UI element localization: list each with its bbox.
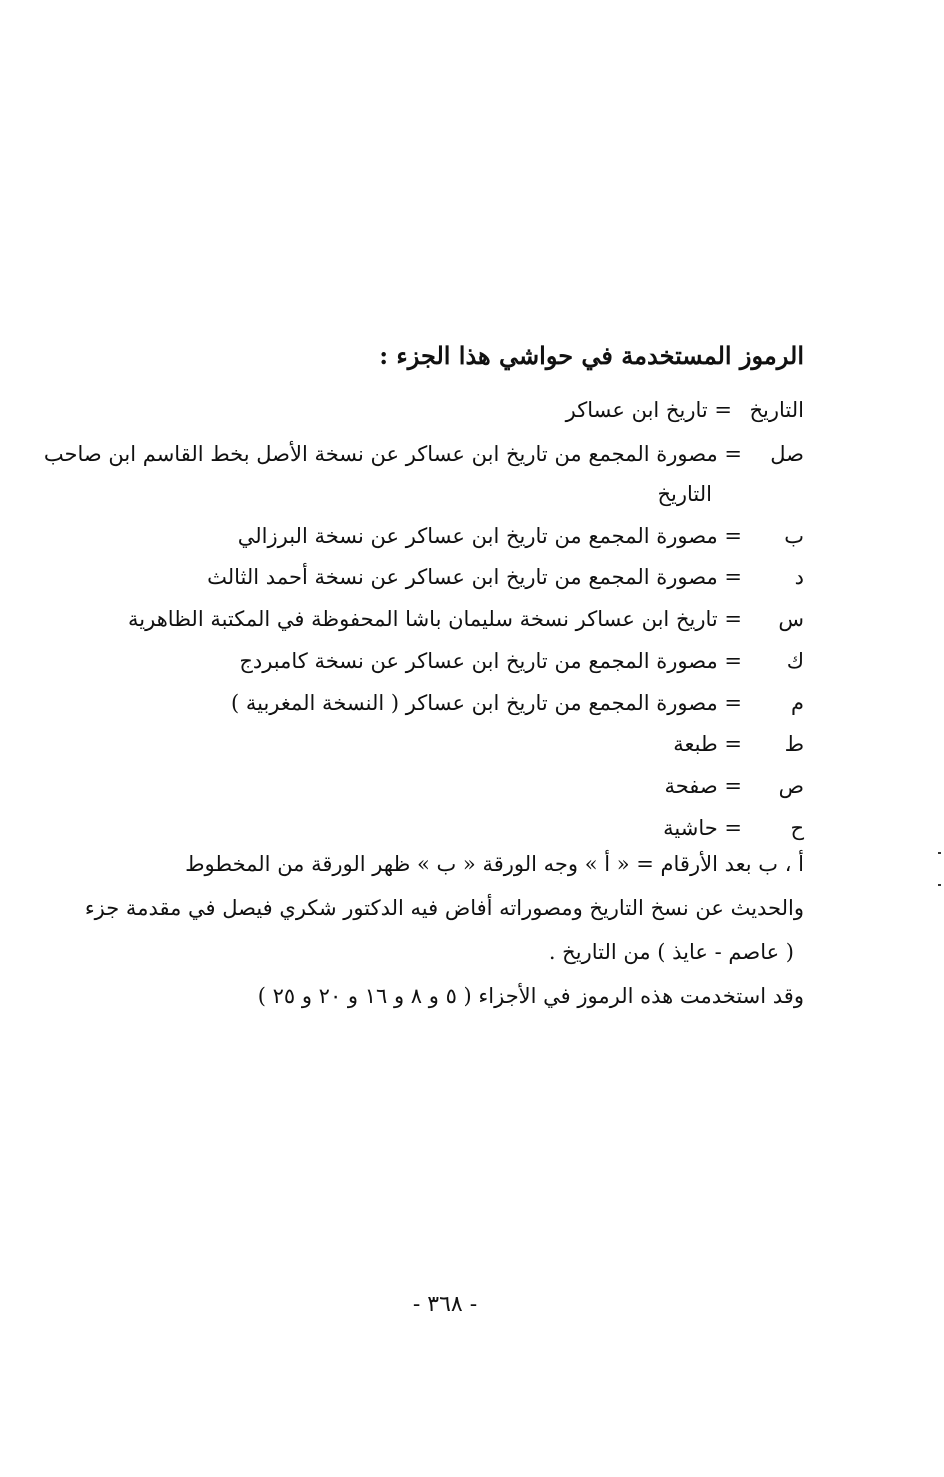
symbol-definition: = صفحة <box>664 774 742 798</box>
symbol-row-k <box>104 639 804 683</box>
symbol-definition: = مصورة المجمع من تاريخ ابن عساكر عن نسخة البرزالي <box>237 524 742 548</box>
symbol-definition: = طبعة <box>673 732 742 756</box>
symbol-label: التاريخ <box>749 398 804 422</box>
symbol-row-b <box>104 514 804 558</box>
folio-note: أ ، ب بعد الأرقام = « أ » وجه الورقة « ب » ظهر الورقة من المخطوط <box>185 852 804 876</box>
symbol-definition: = تاريخ ابن عساكر <box>565 398 732 422</box>
symbol-label: م <box>790 691 804 715</box>
symbol-definition: = مصورة المجمع من تاريخ ابن عساكر ( النسخة المغربية ) <box>230 691 742 715</box>
volumes-note: وقد استخدمت هذه الرموز في الأجزاء ( ٥ و ٨ و ١٦ و ٢٠ و ٢٥ ) <box>257 984 804 1008</box>
symbol-label: ط <box>784 732 804 756</box>
symbol-label: ك <box>786 649 804 673</box>
symbol-label: ح <box>790 816 804 840</box>
symbol-label: س <box>778 607 804 631</box>
symbol-definition: = تاريخ ابن عساكر نسخة سليمان باشا المحفوظة في المكتبة الظاهرية <box>128 607 742 631</box>
scan-artifact <box>938 884 941 886</box>
symbol-label: صل <box>770 442 804 466</box>
manuscripts-note-line2: ( عاصم - عايذ ) من التاريخ . <box>548 940 794 964</box>
symbol-definition: = مصورة المجمع من تاريخ ابن عساكر عن نسخة كامبردج <box>239 649 742 673</box>
symbol-row-sad <box>104 764 804 808</box>
symbol-definition: = مصورة المجمع من تاريخ ابن عساكر عن نسخة أحمد الثالث <box>207 565 742 589</box>
symbol-row-tarikh <box>104 388 804 432</box>
symbol-definition: = حاشية <box>663 816 742 840</box>
symbol-row-sl <box>43 432 804 516</box>
page-heading: الرموز المستخدمة في حواشي هذا الجزء : <box>379 341 804 370</box>
symbol-label: ص <box>778 774 804 798</box>
page-number: - ٣٦٨ - <box>412 1292 478 1317</box>
symbol-row-m <box>104 681 804 725</box>
symbol-row-t <box>104 722 804 766</box>
symbol-label: ب <box>784 524 804 548</box>
symbol-label: د <box>794 565 804 589</box>
symbol-row-d <box>104 555 804 599</box>
symbol-row-s <box>104 597 804 641</box>
notes-block <box>84 842 804 1018</box>
scan-artifact <box>938 852 941 854</box>
manuscripts-note-line1: والحديث عن نسخ التاريخ ومصوراته أفاض فيه الدكتور شكري فيصل في مقدمة جزء <box>84 896 804 920</box>
symbol-definition-continuation: التاريخ <box>657 482 712 506</box>
symbol-definition: = مصورة المجمع من تاريخ ابن عساكر عن نسخة الأصل بخط القاسم ابن صاحب <box>43 442 742 466</box>
